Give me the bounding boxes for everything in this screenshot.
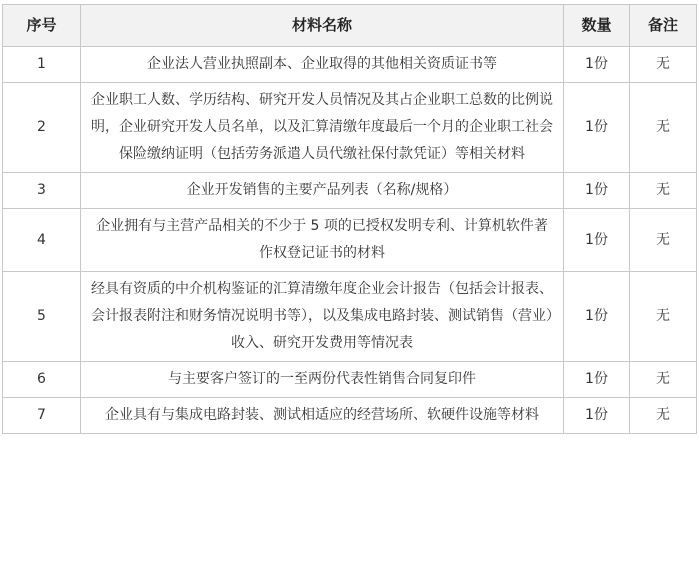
row-material-name: 与主要客户签订的一至两份代表性销售合同复印件: [81, 362, 564, 398]
table-row: [3, 173, 697, 209]
table-row: [3, 398, 697, 434]
row-quantity: 1份: [564, 173, 630, 209]
row-quantity: 1份: [564, 398, 630, 434]
row-remarks: 无: [630, 398, 697, 434]
table-row: [3, 83, 697, 173]
row-remarks: 无: [630, 362, 697, 398]
row-number: 4: [3, 209, 81, 272]
row-number: 5: [3, 272, 81, 362]
header-serial-number: 序号: [3, 5, 81, 47]
materials-table: [2, 4, 697, 434]
row-remarks: 无: [630, 209, 697, 272]
table-row: [3, 47, 697, 83]
row-remarks: 无: [630, 272, 697, 362]
row-quantity: 1份: [564, 83, 630, 173]
row-material-name: 企业职工人数、学历结构、研究开发人员情况及其占企业职工总数的比例说明，企业研究开发人员名单，以及汇算清缴年度最后一个月的企业职工社会保险缴纳证明（包括劳务派遣人员代缴社保付款凭证）等相关材料: [81, 83, 564, 173]
row-quantity: 1份: [564, 47, 630, 83]
table-row: [3, 209, 697, 272]
row-remarks: 无: [630, 173, 697, 209]
header-material-name: 材料名称: [81, 5, 564, 47]
row-quantity: 1份: [564, 272, 630, 362]
row-number: 7: [3, 398, 81, 434]
row-remarks: 无: [630, 83, 697, 173]
row-number: 2: [3, 83, 81, 173]
row-quantity: 1份: [564, 362, 630, 398]
row-number: 1: [3, 47, 81, 83]
table-header-row: [3, 5, 697, 47]
row-quantity: 1份: [564, 209, 630, 272]
row-material-name: 企业开发销售的主要产品列表（名称/规格）: [81, 173, 564, 209]
row-material-name: 企业法人营业执照副本、企业取得的其他相关资质证书等: [81, 47, 564, 83]
row-material-name: 企业具有与集成电路封装、测试相适应的经营场所、软硬件设施等材料: [81, 398, 564, 434]
row-material-name: 经具有资质的中介机构鉴证的汇算清缴年度企业会计报告（包括会计报表、会计报表附注和财务情况说明书等），以及集成电路封装、测试销售（营业）收入、研究开发费用等情况表: [81, 272, 564, 362]
header-quantity: 数量: [564, 5, 630, 47]
table-row: [3, 272, 697, 362]
row-number: 6: [3, 362, 81, 398]
row-number: 3: [3, 173, 81, 209]
row-material-name: 企业拥有与主营产品相关的不少于 5 项的已授权发明专利、计算机软件著作权登记证书的材料: [81, 209, 564, 272]
header-remarks: 备注: [630, 5, 697, 47]
row-remarks: 无: [630, 47, 697, 83]
table-row: [3, 362, 697, 398]
